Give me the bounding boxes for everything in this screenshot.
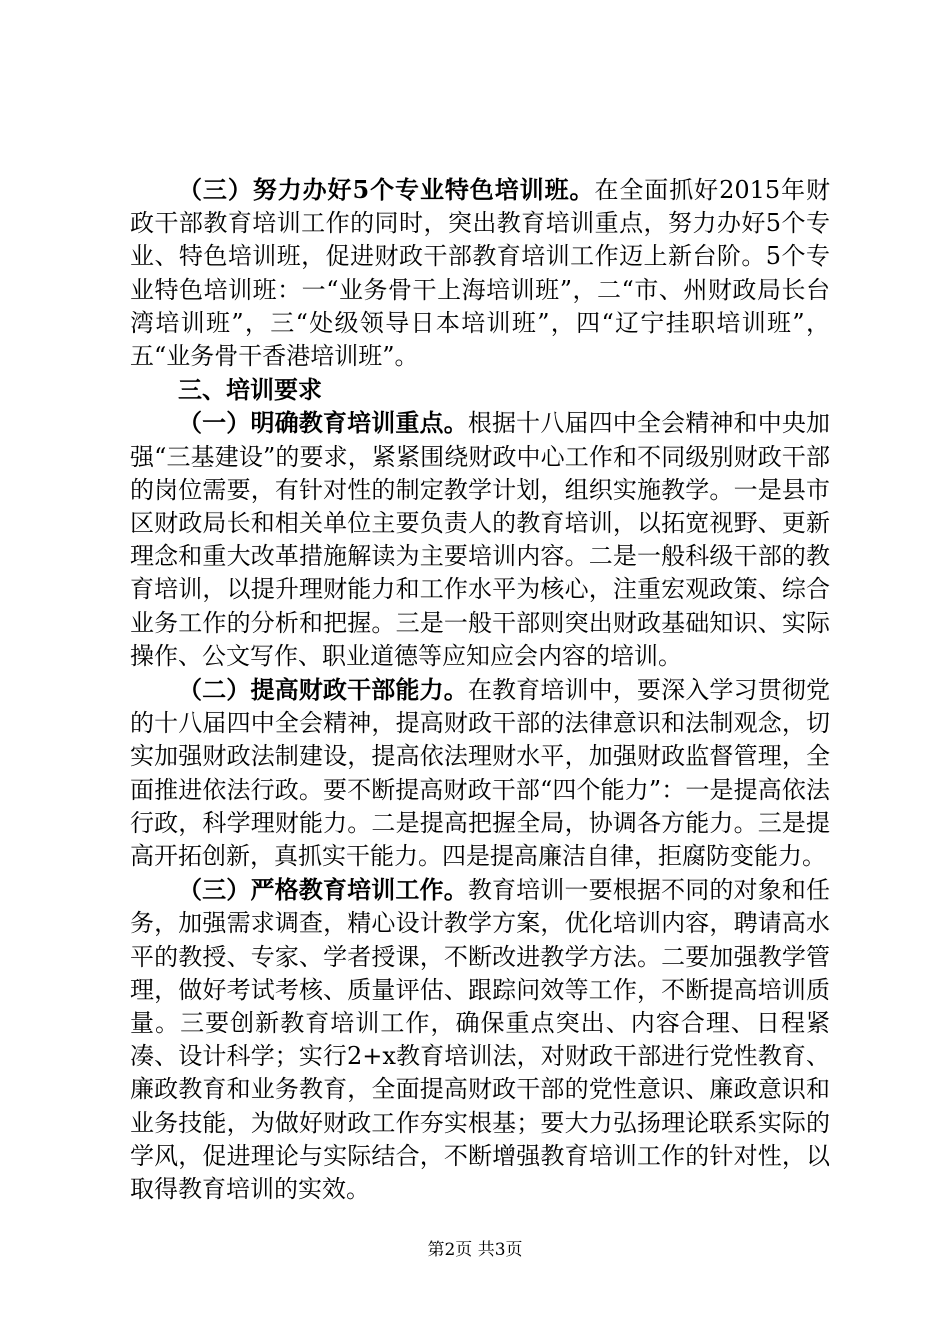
paragraph-lead: （二）提高财政干部能力。 [178,675,468,705]
section-heading: 三、培训要求 [178,375,322,405]
paragraph-lead: （三）努力办好5个专业特色培训班。 [178,175,595,204]
paragraph-strict-training [130,873,830,1206]
page-footer: 第2页 共3页 [427,1240,523,1260]
paragraph-cadre-ability [130,673,830,873]
paragraph-text: 根据十八届四中全会精神和中央加强“三基建设”的要求，紧紧围绕财政中心工作和不同级别财政干部的岗位需要，有针对性的制定教学计划，组织实施教学。一是县市区财政局长和相关单位主要负责人的教育培训，以拓宽视野、更新理念和重大改革措施解读为主要培训内容。二是一般科级干部的教育培训，以提升理财能力和工作水平为核心，注重宏观政策、综合业务工作的分析和把握。三是一般干部则突出财政基础知识、实际操作、公文写作、职业道德等应知应会内容的培训。 [130,409,831,670]
paragraph-special-classes [130,173,830,373]
paragraph-text: 教育培训一要根据不同的对象和任务，加强需求调查，精心设计教学方案，优化培训内容，聘请高水平的教授、专家、学者授课，不断改进教学方法。二要加强教学管理，做好考试考核、质量评估、跟踪问效等工作，不断提高培训质量。三要创新教育培训工作，确保重点突出、内容合理、日程紧凑、设计科学；实行2+x教育培训法，对财政干部进行党性教育、廉政教育和业务教育，全面提高财政干部的党性意识、廉政意识和业务技能，为做好财政工作夯实根基；要大力弘扬理论联系实际的学风，促进理论与实际结合，不断增强教育培训工作的针对性，以取得教育培训的实效。 [130,876,831,1204]
paragraph-text: 在教育培训中，要深入学习贯彻党的十八届四中全会精神，提高财政干部的法律意识和法制观念，切实加强财政法制建设，提高依法理财水平，加强财政监督管理，全面推进依法行政。要不断提高财政干部“四个能力”：一是提高依法行政，科学理财能力。二是提高把握全局，协调各方能力。三是提高开拓创新，真抓实干能力。四是提高廉洁自律，拒腐防变能力。 [130,676,831,871]
paragraph-training-focus [130,406,830,673]
paragraph-lead: （三）严格教育培训工作。 [178,875,468,905]
paragraph-text: 在全面抓好2015年财政干部教育培训工作的同时，突出教育培训重点，努力办好5个专业、特色培训班，促进财政干部教育培训工作迈上新台阶。5个专业特色培训班：一“业务骨干上海培训班”，二“市、州财政局长台湾培训班”，三“处级领导日本培训班”，四“辽宁挂职培训班”，五“业务骨干香港培训班”。 [130,176,830,371]
document-body [130,173,830,1206]
paragraph-lead: （一）明确教育培训重点。 [178,408,468,438]
